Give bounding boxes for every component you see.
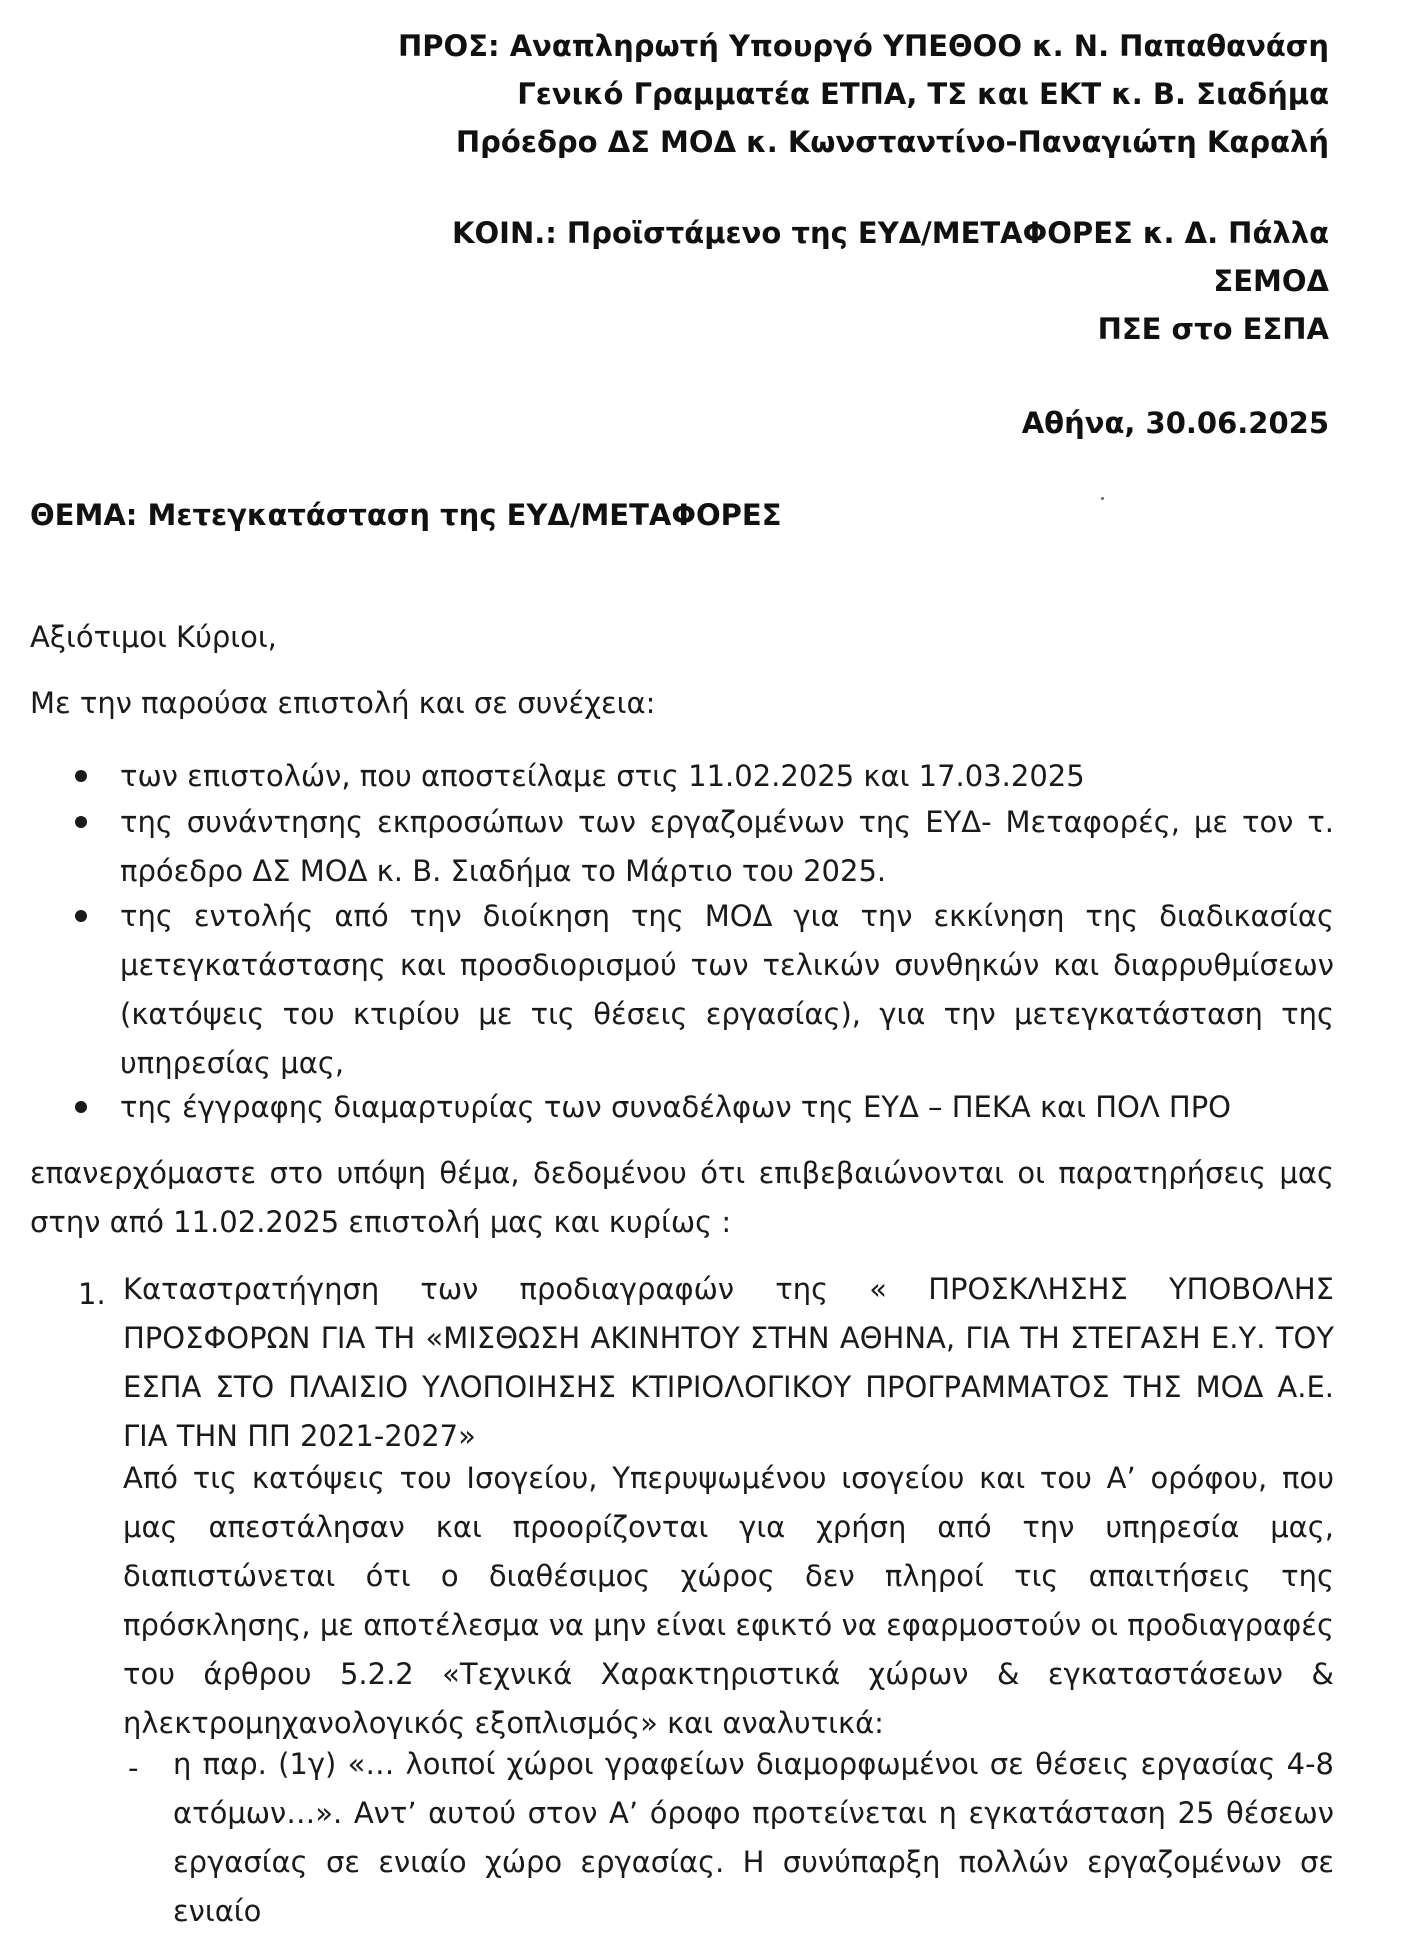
dash-item-text: η παρ. (1γ) «… λοιποί χώροι γραφείων διαμορφωμένοι σε θέσεις εργασίας 4-8 ατόμων…». Αντ’ αυτού στον Α’ όροφο προτείνεται η εγκατάσταση 25 θέσεων εργασίας σε ενιαίο χώρο εργασίας. Η συνύπαρξη πολλών εργαζομένων σε ενιαίο — [173, 1747, 1334, 1928]
continuation-paragraph: επανερχόμαστε στο υπόψη θέμα, δεδομένου ότι επιβεβαιώνονται οι παρατηρήσεις μας στην από 11.02.2025 επιστολή μας και κυρίως : — [30, 1156, 1334, 1239]
bullet-item-3: της εντολής από την διοίκηση της ΜΟΔ για την εκκίνηση της διαδικασίας μετεγκατάστασης και προσδιορισμού των τελικών συνθηκών και διαρρυθμίσεων (κατόψεις του κτιρίου με τις θέσεις εργασίας), για την μετεγκατάσταση της υπηρεσίας μας, — [120, 899, 1334, 1080]
cc-line-2: ΣΕΜΟΔ — [1213, 264, 1329, 298]
intro-text: Με την παρούσα επιστολή και σε συνέχεια: — [30, 686, 656, 720]
bullet-item-1: των επιστολών, που αποστείλαμε στις 11.02.2025 και 17.03.2025 — [120, 759, 1085, 793]
recipient-line-3: Πρόεδρο ΔΣ ΜΟΔ κ. Κωνσταντίνο-Παναγιώτη Καραλή — [455, 125, 1329, 159]
cc-line-1: ΚΟΙΝ.: Προϊστάμενο της ΕΥΔ/ΜΕΤΑΦΟΡΕΣ κ. Δ. Πάλλα — [452, 216, 1329, 250]
bullet-item-4: της έγγραφης διαμαρτυρίας των συναδέλφων της ΕΥΔ – ΠΕΚΑ και ΠΟΛ ΠΡΟ — [120, 1090, 1232, 1124]
dash-marker: - — [128, 1751, 139, 1785]
place-date: Αθήνα, 30.06.2025 — [1021, 406, 1329, 440]
bullet-icon — [75, 816, 87, 828]
scan-speck — [1101, 497, 1104, 500]
recipient-line-2: Γενικό Γραμματέα ΕΤΠΑ, ΤΣ και ΕΚΤ κ. Β. Σιαδήμα — [517, 77, 1329, 111]
subject-line: ΘΕΜΑ: Μετεγκατάσταση της ΕΥΔ/ΜΕΤΑΦΟΡΕΣ — [30, 498, 782, 532]
bullet-item-2: της συνάντησης εκπροσώπων των εργαζομένων της ΕΥΔ- Μεταφορές, με τον τ. πρόεδρο ΔΣ ΜΟΔ κ. Β. Σιαδήμα το Μάρτιο του 2025. — [120, 805, 1334, 888]
bullet-icon — [75, 770, 87, 782]
numbered-item-label: 1. — [78, 1277, 106, 1311]
cc-line-3: ΠΣΕ στο ΕΣΠΑ — [1097, 312, 1329, 346]
bullet-icon — [75, 1101, 87, 1113]
greeting: Αξιότιμοι Κύριοι, — [30, 620, 277, 654]
recipient-line-1: ΠΡΟΣ: Αναπληρωτή Υπουργό ΥΠΕΘΟΟ κ. Ν. Παπαθανάση — [398, 29, 1329, 63]
numbered-item-title: Καταστρατήγηση των προδιαγραφών της « ΠΡΟΣΚΛΗΣΗΣ ΥΠΟΒΟΛΗΣ ΠΡΟΣΦΟΡΩΝ ΓΙΑ ΤΗ «ΜΙΣΘΩΣΗ ΑΚΙΝΗΤΟΥ ΣΤΗΝ ΑΘΗΝΑ, ΓΙΑ ΤΗ ΣΤΕΓΑΣΗ Ε.Υ. ΤΟΥ ΕΣΠΑ ΣΤΟ ΠΛΑΙΣΙΟ ΥΛΟΠΟΙΗΣΗΣ ΚΤΙΡΙΟΛΟΓΙΚΟΥ ΠΡΟΓΡΑΜΜΑΤΟΣ ΤΗΣ ΜΟΔ Α.Ε. ΓΙΑ ΤΗΝ ΠΠ 2021-2027» — [123, 1272, 1334, 1453]
bullet-icon — [75, 910, 87, 922]
numbered-item-body: Από τις κατόψεις του Ισογείου, Υπερυψωμένου ισογείου και του Α’ ορόφου, που μας απεστάλησαν και προορίζονται για χρήση από την υπηρεσία μας, διαπιστώνεται ότι ο διαθέσιμος χώρος δεν πληροί τις απαιτήσεις της πρόσκλησης, με αποτέλεσμα να μην είναι εφικτό να εφαρμοστούν οι προδιαγραφές του άρθρου 5.2.2 «Τεχνικά Χαρακτηριστικά χώρων & εγκαταστάσεων & ηλεκτρομηχανολογικός εξοπλισμός» και αναλυτικά: — [123, 1461, 1334, 1740]
